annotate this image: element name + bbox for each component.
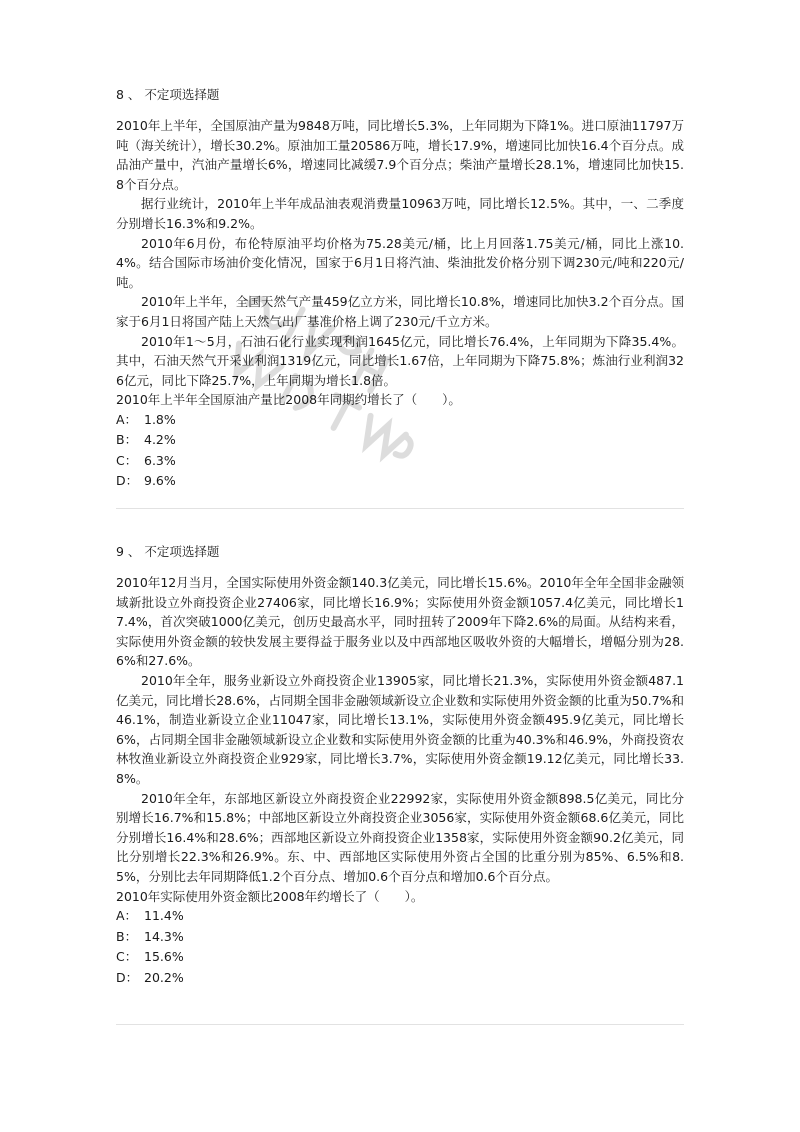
option-label: D： (116, 969, 139, 985)
option-label: C： (116, 949, 138, 965)
question-9-options (116, 906, 684, 988)
question-9-option-c[interactable] (116, 947, 684, 968)
option-text: 9.6% (144, 473, 176, 489)
question-8-option-a[interactable] (116, 410, 684, 431)
option-text: 6.3% (144, 452, 176, 468)
question-9-paragraph-2: 2010年全年，服务业新设立外商投资企业13905家，同比增长21.3%，实际使用外资金额487.1亿美元，同比增长28.6%，占同期全国非金融领域新设立企业数和实际使用外资金额的比重为50.7%和46.1%，制造业新设立企业11047家，同比增长13.1%，实际使用外资金额495.9亿美元，同比增长6%，占同期全国非金融领域新设立企业数和实际使用外资金额的比重为40.3%和46.9%，外商投资农林牧渔业新设立外商投资企业929家，同比增长3.7%，实际使用外资金额19.12亿美元，同比增长33.8%。 (116, 672, 684, 786)
question-8-option-b[interactable] (116, 430, 684, 451)
question-8 (116, 86, 684, 492)
question-9-option-b[interactable] (116, 927, 684, 948)
option-text: 20.2% (144, 969, 184, 985)
option-label: D： (116, 473, 139, 489)
option-text: 11.4% (144, 908, 184, 924)
question-9-header: 9 、 不定项选择题 (116, 544, 220, 559)
option-text: 14.3% (144, 928, 184, 944)
question-9-paragraph-1: 2010年12月当月，全国实际使用外资金额140.3亿美元，同比增长15.6%。2010年全年全国非金融领域新批设立外商投资企业27406家，同比增长16.9%；实际使用外资金额1057.4亿美元，同比增长17.4%，首次突破1000亿美元，创历史最高水平，同时扭转了2009年下降2.6%的局面。从结构来看，实际使用外资金额的较快发展主要得益于服务业以及中西部地区吸收外资的大幅增长，增幅分别为28.6%和27.6%。 (116, 575, 684, 669)
question-9 (116, 543, 684, 988)
option-text: 4.2% (144, 432, 176, 448)
question-divider (116, 508, 684, 509)
question-divider (116, 1024, 684, 1025)
question-8-header: 8 、 不定项选择题 (116, 87, 220, 102)
option-label: A： (116, 411, 138, 427)
question-8-paragraph-4: 2010年上半年，全国天然气产量459亿立方米，同比增长10.8%，增速同比加快3.2个百分点。国家于6月1日将国产陆上天然气出厂基准价格上调了230元/千立方米。 (116, 294, 684, 329)
question-8-paragraph-2: 据行业统计，2010年上半年成品油表观消费量10963万吨，同比增长12.5%。其中，一、二季度分别增长16.3%和9.2%。 (116, 196, 684, 231)
option-label: B： (116, 928, 138, 944)
option-text: 15.6% (144, 949, 184, 965)
question-8-paragraph-5: 2010年1～5月，石油石化行业实现利润1645亿元，同比增长76.4%，上年同期为下降35.4%。其中，石油天然气开采业利润1319亿元，同比增长1.67倍，上年同期为下降75.8%；炼油行业利润326亿元，同比下降25.7%，上年同期为增长1.8倍。 (116, 333, 684, 388)
option-label: C： (116, 452, 138, 468)
question-8-options (116, 410, 684, 492)
question-8-prompt: 2010年上半年全国原油产量比2008年同期约增长了（ ）。 (116, 392, 461, 408)
option-text: 1.8% (144, 411, 176, 427)
question-8-option-c[interactable] (116, 451, 684, 472)
option-label: A： (116, 908, 138, 924)
question-8-option-d[interactable] (116, 471, 684, 492)
question-9-option-d[interactable] (116, 968, 684, 989)
question-9-option-a[interactable] (116, 906, 684, 927)
question-9-prompt: 2010年实际使用外资金额比2008年约增长了（ ）。 (116, 888, 424, 904)
question-9-paragraph-3: 2010年全年，东部地区新设立外商投资企业22992家，实际使用外资金额898.5亿美元，同比分别增长16.7%和15.8%；中部地区新设立外商投资企业3056家，实际使用外资金额68.6亿美元，同比分别增长16.4%和28.6%；西部地区新设立外商投资企业1358家，实际使用外资金额90.2亿美元，同比分别增长22.3%和26.9%。东、中、西部地区实际使用外资占全国的比重分别为85%、6.5%和8.5%，分别比去年同期降低1.2个百分点、增加0.6个百分点和增加0.6个百分点。 (116, 790, 684, 884)
question-8-paragraph-1: 2010年上半年，全国原油产量为9848万吨，同比增长5.3%，上年同期为下降1%。进口原油11797万吨（海关统计），增长30.2%。原油加工量20586万吨，增长17.9%，增速同比加快16.4个百分点。成品油产量中，汽油产量增长6%，增速同比减缓7.9个百分点；柴油产量增长28.1%，增速同比加快15.8个百分点。 (116, 118, 684, 192)
question-8-paragraph-3: 2010年6月份，布伦特原油平均价格为75.28美元/桶，比上月回落1.75美元/桶，同比上涨10.4%。结合国际市场油价变化情况，国家于6月1日将汽油、柴油批发价格分别下调230元/吨和220元/吨。 (116, 235, 684, 290)
option-label: B： (116, 432, 138, 448)
